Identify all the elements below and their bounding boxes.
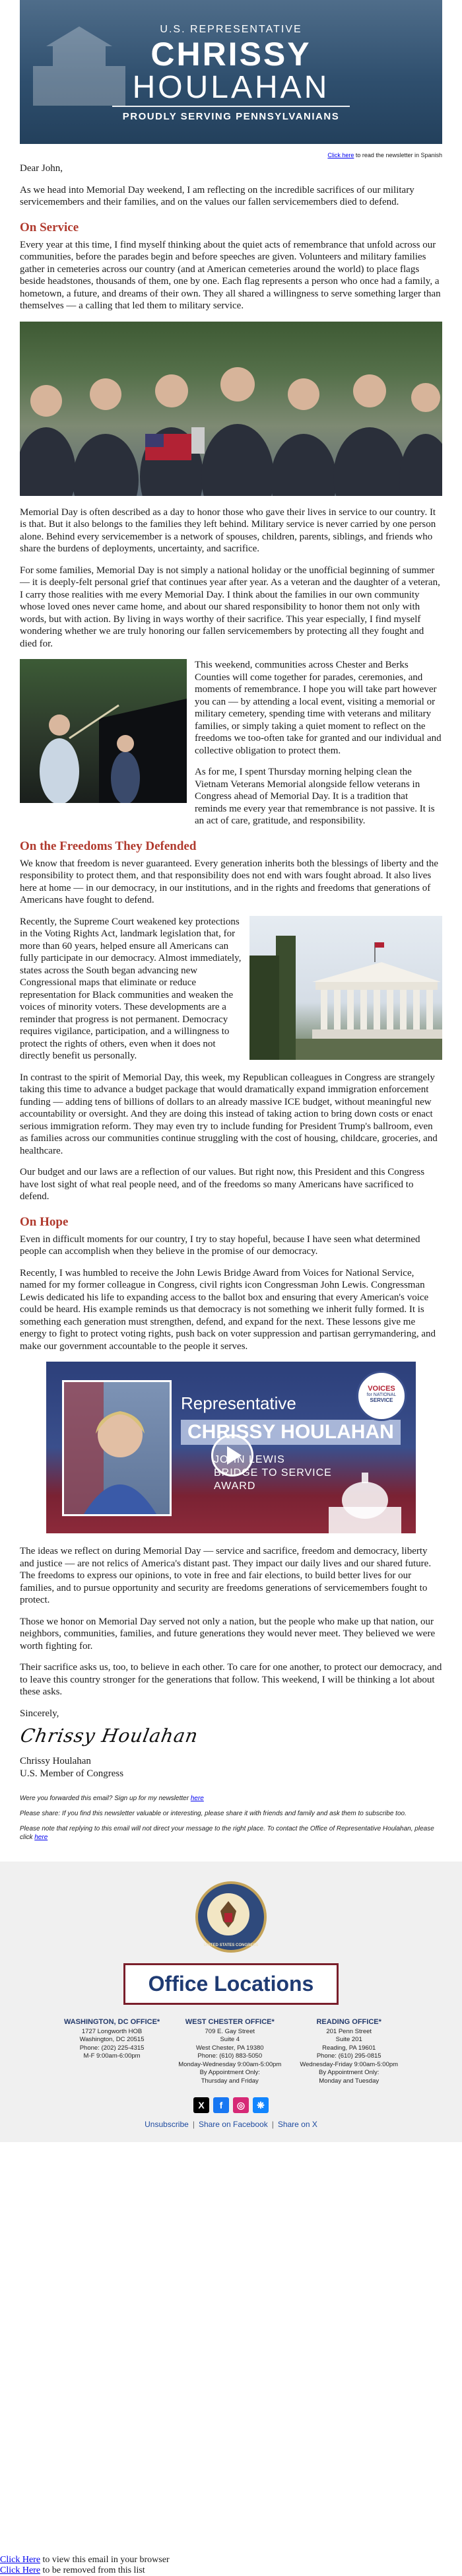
signoff-title: U.S. Member of Congress [20, 1768, 124, 1779]
office-reading [300, 2018, 398, 2085]
office-reading-name: READING OFFICE* [316, 2018, 381, 2026]
office-reading-line: Wednesday-Friday 9:00am-5:00pm [300, 2060, 399, 2068]
office-dc-line: M-F 9:00am-6:00pm [83, 2052, 141, 2060]
remove-from-list-link[interactable]: Click Here [0, 2565, 41, 2575]
footer-link-separator: | [271, 2120, 274, 2129]
office-reading-line: By Appointment Only: [319, 2069, 380, 2076]
capitol-dome-icon [322, 1461, 408, 1533]
office-reading-line: Phone: (610) 295-0815 [316, 2052, 381, 2060]
reply-notice [20, 1825, 442, 1842]
x-icon[interactable]: X [193, 2097, 209, 2113]
share-x-link[interactable]: Share on X [277, 2120, 317, 2129]
header-banner [20, 0, 442, 144]
video-award-line-2: BRIDGE TO SERVICE [214, 1467, 332, 1479]
service-paragraph-1: Every year at this time, I find myself thinking about the quiet acts of remembrance that unfold across our communities, before the parades begin and before speeches are given. Volunteers and military families gather in cemeteries across our country (and at American cemeteries around the world) to place flags beside headstones, thousands of them, one by one. Each flag represents a person who once had a family, a hometown, a future, and dreams of their own. They all shared a willingness to serve something larger than themselves — a calling that led them to military service. [20, 239, 441, 311]
supreme-court-row [20, 916, 442, 1062]
footer [0, 1862, 462, 2142]
service-paragraph-5: As for me, I spent Thursday morning helping clean the Vietnam Veterans Memorial alongside fellow veterans in Congress ahead of Memorial Day. It is a tradition that reminds me every year that remembrance is not passive. It is an act of care, gratitude, and responsibility. [195, 767, 435, 826]
office-dc-name: WASHINGTON, DC OFFICE* [63, 2018, 160, 2026]
section-heading-service: On Service [20, 220, 79, 234]
hope-paragraph-3: The ideas we reflect on during Memorial Day — service and sacrifice, freedom and democracy, liberty and justice — are not relics of America's distant past. They impact our daily lives and our shared future. The freedoms to express our opinions, to vote in free and fair elections, to build better lives for our families, and to pursue opportunity and security are freedoms generations of servicemembers fought to protect. [20, 1546, 432, 1605]
memorial-cleaning-row [20, 659, 442, 827]
section-heading-hope: On Hope [20, 1214, 69, 1229]
view-in-browser-row [0, 2555, 170, 2565]
veterans-group-photo [20, 322, 442, 496]
view-in-browser-link[interactable]: Click Here [0, 2555, 41, 2565]
office-wc-line: By Appointment Only: [199, 2069, 260, 2076]
instagram-icon[interactable]: ◎ [233, 2097, 249, 2113]
view-in-browser-text: to view this email in your browser [40, 2555, 170, 2565]
service-paragraph-2: Memorial Day is often described as a day to honor those who gave their lives in service to our country. It is that. But it also belongs to the families they left behind. Military service is never carried by one person alone. Behind every servicemember is a network of spouses, children, parents, siblings, and friends who share the burdens of deployments, uncertainty, and sacrifice. [20, 506, 436, 554]
intro-paragraph: As we head into Memorial Day weekend, I am reflecting on the incredible sacrifices of our military servicemembers and their families, and on the values our fallen servicemembers died to defend. [20, 184, 414, 207]
share-notice: Please share: If you find this newsletter valuable or interesting, please share it with friends and family and ask them to subscribe too. [20, 1810, 407, 1817]
greeting: Dear John, [20, 163, 63, 174]
office-wc-line: Phone: (610) 883-5050 [197, 2052, 263, 2060]
memorial-photo-figures [20, 659, 187, 803]
closing: Sincerely, [20, 1708, 59, 1719]
service-paragraph-3: For some families, Memorial Day is not simply a national holiday or the unofficial beginning of summer — it is deeply-felt personal grief that continues year after year. As a veteran and the daughter of a veteran, I carry those realities with me every Memorial Day. I think about the families in our own community whose loved ones never came home, and about our shared responsibility to honor them not only with words, but with action. By living in ways worthy of their sacrifice. This year especially, I find myself wondering whether we are truly honoring our fallen servicemembers by protecting all they fought and died for. [20, 565, 440, 649]
badge-top: VOICES [368, 1385, 395, 1393]
office-dc-line: Washington, DC 20515 [79, 2036, 145, 2043]
congress-seal [195, 1881, 267, 1953]
forward-notice [20, 1794, 442, 1803]
hope-paragraph-4: Those we honor on Memorial Day served not only a nation, but the people who make up that nation, our neighbors, communities, families, and future generations they would never meet. They believed we were worth fighting for. [20, 1616, 436, 1652]
badge-bot: SERVICE [370, 1397, 393, 1403]
office-wc-line: Suite 4 [220, 2036, 240, 2043]
hope-paragraph-2: Recently, I was humbled to receive the John Lewis Bridge Award from Voices for National Service, named for my former colleague in Congress, civil rights icon Congressman John Lewis. Congressman Lewis dedicated his life to expanding access to the ballot box and ensuring that every American's voice could be heard. His example reminds us that democracy is not something we inherit fully formed. It is something each generation must strengthen, defend, and expand for the next. These lessons give me energy to fight to protect voting rights, push back on voter suppression and partisan gerrymandering, and make our government accountable to the people it serves. [20, 1267, 436, 1352]
office-west-chester [178, 2018, 281, 2085]
office-dc [64, 2018, 160, 2085]
reply-text: Please note that replying to this email will not direct your message to the right place. To contact the Office of Representative Houlahan, please click [20, 1825, 434, 1841]
banner-title-prefix: U.S. REPRESENTATIVE [160, 24, 302, 35]
supreme-court-photo [249, 916, 442, 1060]
office-wc-name: WEST CHESTER OFFICE* [185, 2018, 275, 2026]
office-wc-line: West Chester, PA 19380 [195, 2044, 264, 2052]
bluesky-icon[interactable]: ❋ [253, 2097, 269, 2113]
play-button-icon[interactable] [211, 1434, 253, 1477]
video-title-top: Representative [181, 1393, 296, 1413]
video-title-name: CHRISSY HOULAHAN [181, 1420, 401, 1445]
spanish-notice [20, 152, 442, 158]
signoff-block [20, 1755, 442, 1780]
bottom-links [0, 2555, 170, 2576]
supreme-court-building [249, 916, 442, 1060]
office-reading-line: Reading, PA 19601 [322, 2044, 376, 2052]
office-locations-title [123, 1963, 339, 2005]
office-list [0, 2018, 462, 2085]
facebook-icon[interactable]: f [213, 2097, 229, 2113]
office-reading-line: Monday and Tuesday [319, 2077, 380, 2085]
banner-last-name: HOULAHAN [132, 70, 330, 105]
footer-links [0, 2120, 462, 2129]
office-reading-line: Suite 201 [335, 2036, 362, 2043]
banner-first-name: CHRISSY [150, 36, 312, 73]
office-locations-label: Office Locations [148, 1972, 314, 1996]
newsletter [20, 0, 442, 2142]
memorial-cleaning-photo [20, 659, 187, 803]
banner-divider [112, 106, 350, 107]
office-dc-line: Phone: (202) 225-4315 [79, 2044, 145, 2052]
remove-from-list-row [0, 2565, 170, 2576]
seal-text: UNITED STATES CONGRESS [203, 1943, 259, 1947]
seal-eagle-icon [195, 1881, 261, 1947]
office-wc-line: Thursday and Friday [201, 2077, 259, 2085]
signature-script: Chrissy Houlahan [18, 1725, 201, 1747]
spanish-text: to read the newsletter in Spanish [354, 152, 442, 158]
office-dc-line: 1727 Longworth HOB [81, 2027, 143, 2035]
share-facebook-link[interactable]: Share on Facebook [198, 2120, 268, 2129]
signature [17, 1725, 445, 1755]
portrait-figure [64, 1382, 170, 1514]
office-reading-line: 201 Penn Street [326, 2027, 372, 2035]
voices-badge [356, 1371, 407, 1421]
office-wc-line: 709 E. Gay Street [205, 2027, 255, 2035]
hope-paragraph-5: Their sacrifice asks us, too, to believe in each other. To care for one another, to protect our democracy, and to leave this country stronger for the generations that follow. This weekend, I will be thinking a lot about these asks. [20, 1662, 442, 1697]
forward-text: Were you forwarded this email? Sign up for my newsletter [20, 1795, 191, 1802]
remove-from-list-text: to be removed from this list [40, 2565, 145, 2575]
footer-link-separator: | [192, 2120, 195, 2129]
signoff-name: Chrissy Houlahan [20, 1756, 91, 1766]
section-heading-freedoms: On the Freedoms They Defended [20, 839, 197, 853]
hope-paragraph-1: Even in difficult moments for our country, I try to stay hopeful, because I have seen what determined people can accomplish when they believe in the promise of our democracy. [20, 1234, 420, 1257]
badge-mid: for NATIONAL [366, 1393, 397, 1397]
video-award-line-1: JOHN LEWIS [214, 1454, 285, 1465]
group-photo-figures [20, 322, 442, 496]
signup-link[interactable]: here [190, 1795, 204, 1802]
freedoms-paragraph-3: In contrast to the spirit of Memorial Day, this week, my Republican colleagues in Congress are strangely taking this time to advance a budget package that would dramatically expand immigration enforcement funding — adding tens of billions of dollars to an already massive ICE budget, without meaningful new accountability or oversight. And they are doing this instead of taking action to bring down costs or enact serious immigration reform. They may even try to include funding for President Trump's ballroom, even as families across our communities continue struggling with the cost of housing, childcare, groceries, and healthcare. [20, 1072, 438, 1156]
service-paragraph-4: This weekend, communities across Chester and Berks Counties will come together for parades, ceremonies, and moments of remembrance. I hope you will take part however you can — by attending a local event, visiting a memorial or military cemetery, spending time with veterans and military families, or simply taking a quiet moment to reflect on the freedoms we too-often take for granted and our individual and collective obligation to protect them. [195, 660, 442, 756]
unsubscribe-link[interactable]: Unsubscribe [145, 2120, 189, 2129]
freedoms-paragraph-1: We know that freedom is never guaranteed. Every generation inherits both the blessings of liberty and the responsibility to protect them, and that responsibility does not end with wars fought abroad. It also lives here at home — in our democracy, in our institutions, and in the rights and freedoms that generations of Americans have fought to defend. [20, 858, 439, 905]
banner-tagline: PROUDLY SERVING PENNSYLVANIANS [122, 111, 340, 122]
office-wc-line: Monday-Wednesday 9:00am-5:00pm [178, 2060, 282, 2068]
award-video-thumbnail[interactable] [46, 1362, 416, 1533]
video-award-line-3: AWARD [214, 1480, 256, 1492]
freedoms-paragraph-2: Recently, the Supreme Court weakened key protections in the Voting Rights Act, landmark legislation that, for more than 60 years, helped ensure all Americans can fully participate in our democracy. Almost immediately, states across the South began advancing new Congressional maps that eliminate or reduce representation for Black communities and weaken the voices of minority voters. These developments are a reminder that progress is not permanent. Democracy requires vigilance, participation, and a willingness to protect the rights of others, even when it does not directly benefit us personally. [20, 916, 242, 1061]
freedoms-paragraph-4: Our budget and our laws are a reflection of our values. But right now, this President and this Congress have lost sight of what real people need, and of the freedoms so many Americans have sacrificed to defend. [20, 1167, 425, 1202]
spanish-link[interactable]: Click here [327, 152, 354, 158]
video-portrait [62, 1380, 172, 1516]
contact-link[interactable]: here [34, 1834, 48, 1841]
social-icons [0, 2097, 462, 2113]
